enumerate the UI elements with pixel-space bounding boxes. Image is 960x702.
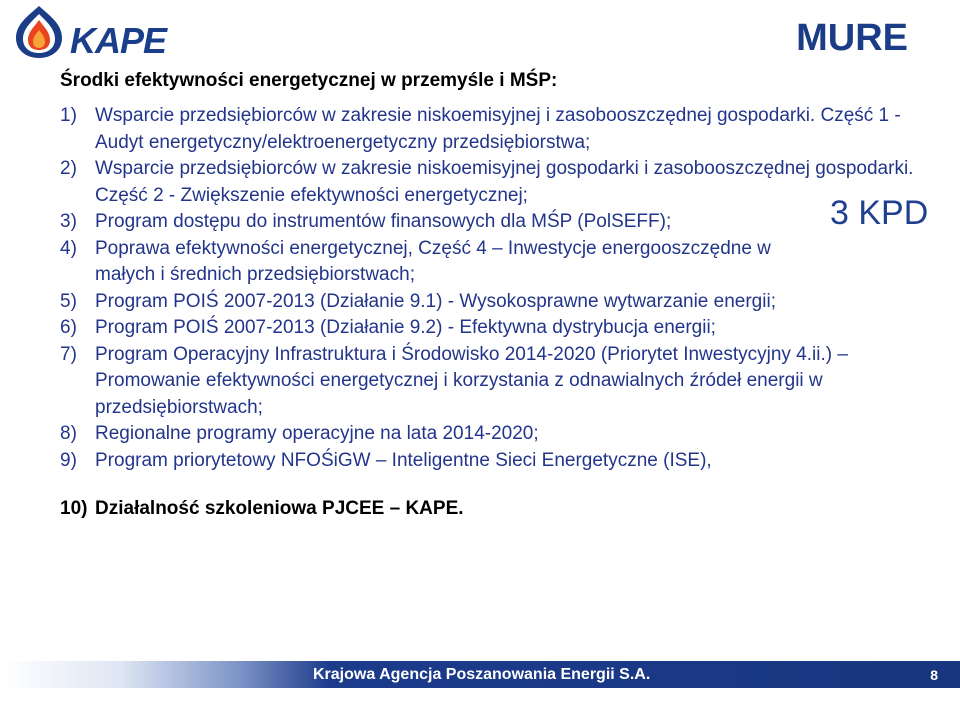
page-title: MURE <box>796 17 908 59</box>
list-item <box>60 103 940 156</box>
item-text: Program priorytetowy NFOŚiGW – Inteligentne Sieci Energetyczne (ISE), <box>95 449 712 471</box>
item-text: Program Operacyjny Infrastruktura i Środowisko 2014-2020 (Priorytet Inwestycyjny 4.ii.) – Promowanie efektywności energetycznej i korzystania z odnawialnych źródeł energii w przedsiębiorstwach; <box>95 343 848 418</box>
list-item <box>60 421 940 448</box>
item-number: 6) <box>60 317 77 338</box>
footer-bar <box>0 661 960 688</box>
item-number: 8) <box>60 423 77 444</box>
item-text: Program POIŚ 2007-2013 (Działanie 9.2) - Efektywna dystrybucja energii; <box>95 317 716 338</box>
item-number: 7) <box>60 343 77 365</box>
list-item <box>60 289 940 316</box>
item-number: 10) <box>60 498 88 519</box>
item-text: Poprawa efektywności energetycznej, Część 4 – Inwestycje energooszczędne w małych i średnich przedsiębiorstwach; <box>95 237 771 285</box>
item-text: Regionalne programy operacyjne na lata 2014-2020; <box>95 423 539 444</box>
item-number: 5) <box>60 290 77 312</box>
flame-logo-icon <box>8 2 70 60</box>
list-item <box>60 342 940 422</box>
list-item <box>60 315 940 342</box>
item-text: Wsparcie przedsiębiorców w zakresie niskoemisyjnej i zasobooszczędnej gospodarki. Część 1 - Audyt energetyczny/elektroenergetyczny przedsiębiorstwa; <box>95 105 901 153</box>
item-text: Program POIŚ 2007-2013 (Działanie 9.1) - Wysokosprawne wytwarzanie energii; <box>95 290 776 312</box>
list-item <box>60 209 940 236</box>
item-text: Wsparcie przedsiębiorców w zakresie niskoemisyjnej gospodarki i zasobooszczędnej gospodarki. Część 2 - Zwiększenie efektywności energetycznej; <box>95 158 914 206</box>
measures-list <box>60 103 940 523</box>
list-item <box>60 448 940 475</box>
list-item <box>60 156 940 209</box>
item-number: 3) <box>60 211 77 232</box>
kpd-label: 3 KPD <box>830 194 929 232</box>
kape-logo <box>8 2 167 61</box>
logo-text: KAPE <box>70 20 167 61</box>
item-number: 2) <box>60 158 77 179</box>
list-item-last <box>60 496 940 523</box>
item-number: 1) <box>60 105 77 126</box>
item-text: Program dostępu do instrumentów finansowych dla MŚP (PolSEFF); <box>95 211 672 232</box>
item-number: 4) <box>60 237 77 259</box>
list-item <box>60 236 940 289</box>
footer-organization: Krajowa Agencja Poszanowania Energii S.A. <box>313 666 651 683</box>
page-number: 8 <box>930 667 938 683</box>
item-number: 9) <box>60 449 77 471</box>
section-heading: Środki efektywności energetycznej w przemyśle i MŚP: <box>60 70 558 91</box>
item-text: Działalność szkoleniowa PJCEE – KAPE. <box>95 498 464 519</box>
